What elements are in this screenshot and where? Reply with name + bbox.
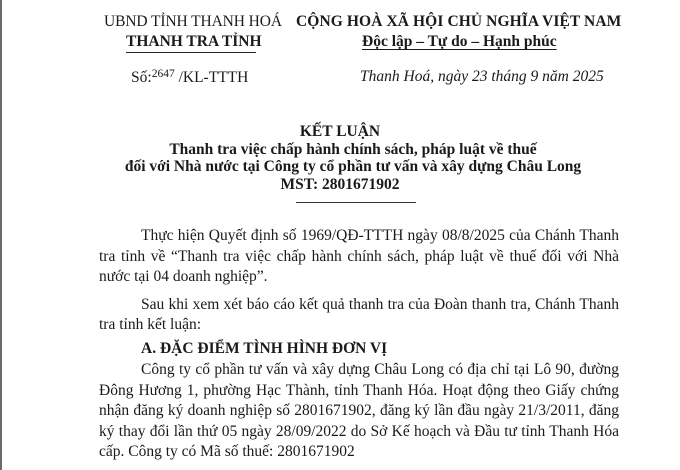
national-motto: Độc lập – Tự do – Hạnh phúc — [362, 33, 557, 50]
document-number — [131, 68, 248, 87]
agency-parent: UBND TỈNH THANH HOÁ — [104, 13, 282, 30]
place-date: Thanh Hoá, ngày 23 tháng 9 năm 2025 — [360, 68, 604, 85]
document-title-block — [0, 123, 680, 193]
paragraph-conclusion-intro: Sau khi xem xét báo cáo kết quả thanh tra của Đoàn thanh tra, Chánh Thanh tra tỉnh kết luận: — [99, 295, 619, 333]
document-type-heading: KẾT LUẬN — [299, 123, 381, 140]
doc-number-value: 2647 — [151, 68, 175, 80]
document-subject-line-1: Thanh tra việc chấp hành chính sách, pháp luật về thuế — [169, 140, 537, 158]
paragraph-decision: Thực hiện Quyết định số 1969/QĐ-TTTH ngày 08/8/2025 của Chánh Thanh tra tỉnh về “Thanh tra việc chấp hành chính sách, pháp luật về thuế đối với Nhà nước tại 04 doanh nghiệp”. — [99, 227, 619, 285]
agency-name: THANH TRA TỈNH — [126, 33, 262, 50]
title-underline — [296, 202, 416, 203]
national-title: CỘNG HOÀ XÃ HỘI CHỦ NGHĨA VIỆT NAM — [296, 13, 622, 30]
document-subject-line-2: đối với Nhà nước tại Công ty cổ phần tư vấn và xây dựng Châu Long — [124, 158, 582, 175]
document-body — [99, 226, 619, 463]
paragraph-company-info: Công ty cổ phần tư vấn và xây dựng Châu Long có địa chỉ tại Lô 90, đường Đông Hương 1, phường Hạc Thành, tỉnh Thanh Hóa. Hoạt động theo Giấy chứng nhận đăng ký doanh nghiệp số 2801671902, đăng ký lần đầu ngày 21/3/2011, đăng ký thay đổi lần thứ 05 ngày 28/09/2022 do Sở Kế hoạch và Đầu tư tỉnh Thanh Hóa cấp. Công ty có Mã số thuế: 2801671902 — [99, 361, 619, 460]
agency-underline — [126, 52, 256, 53]
page-left-border — [0, 0, 2, 470]
section-a-heading: A. ĐẶC ĐIỂM TÌNH HÌNH ĐƠN VỊ — [141, 339, 388, 357]
doc-number-suffix: /KL-TTTH — [174, 69, 249, 86]
tax-code-line: MST: 2801671902 — [280, 175, 400, 193]
doc-number-prefix: Số: — [131, 69, 152, 86]
